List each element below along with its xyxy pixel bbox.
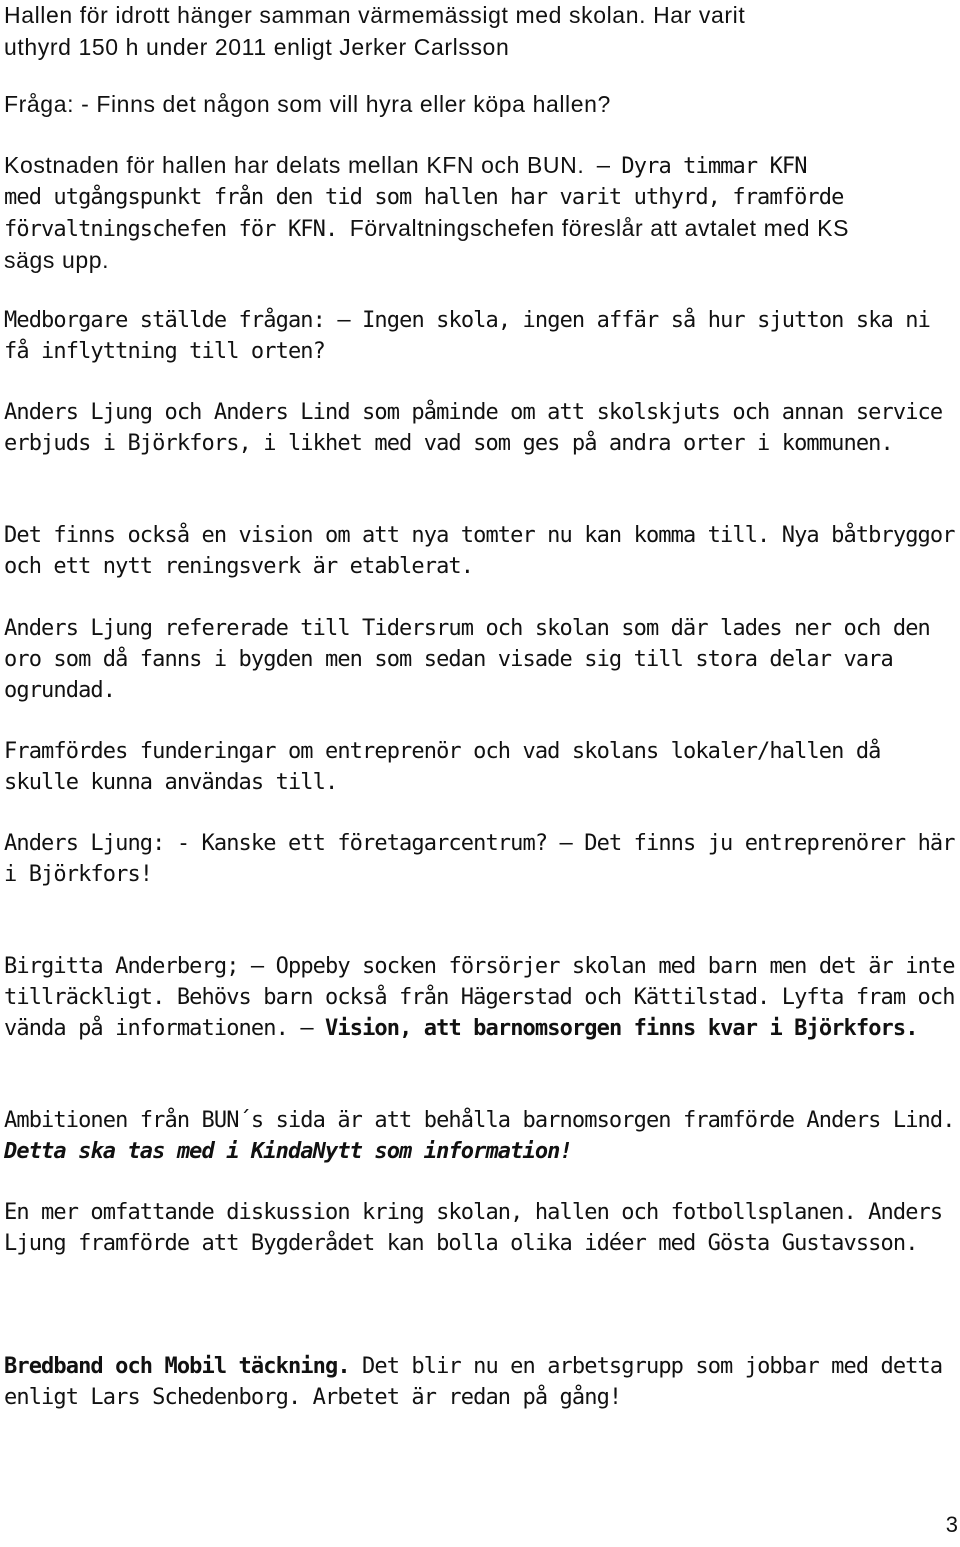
dash: –	[337, 308, 350, 333]
paragraph-foretagarcentrum	[4, 828, 956, 890]
text-segment: Det finns ju entreprenörer här i Björkfors!	[4, 831, 955, 887]
text-segment: få inflyttning till orten?	[4, 339, 325, 364]
text-segment: Kostnaden för hallen har delats mellan KFN och BUN.	[4, 152, 585, 178]
page-number: 3	[945, 1512, 958, 1537]
text-segment: Birgitta Anderberg;	[4, 954, 239, 979]
text-segment: Medborgare ställde frågan:	[4, 308, 325, 333]
paragraph-medborgare	[4, 305, 956, 367]
section-heading: Bredband och Mobil täckning.	[4, 1354, 350, 1379]
bold-italic-statement: Detta ska tas med i KindaNytt som information!	[4, 1139, 572, 1164]
text-segment: Det blir nu en arbetsgrupp som jobbar med detta enligt Lars Schedenborg. Arbetet är redan på gång!	[4, 1354, 943, 1410]
paragraph-fraga: Fråga: - Finns det någon som vill hyra eller köpa hallen?	[4, 91, 611, 117]
text-line: uthyrd 150 h under 2011 enligt Jerker Carlsson	[4, 34, 510, 60]
paragraph-ambitionen	[4, 1105, 956, 1167]
text-line: Hallen för idrott hänger samman värmemässigt med skolan. Har varit	[4, 2, 746, 28]
text-segment: Ingen skola, ingen affär så hur sjutton ska ni	[362, 308, 930, 333]
paragraph-kostnaden	[4, 150, 956, 277]
paragraph-tidersrum: Anders Ljung refererade till Tidersrum och skolan som där lades ner och den oro som då fanns i bygden men som sedan visade sig till stora delar vara ogrundad.	[4, 616, 930, 703]
paragraph-skolskjuts: Anders Ljung och Anders Lind som påminde om att skolskjuts och annan service erbjuds i Björkfors, i likhet med vad som ges på andra orter i kommunen.	[4, 400, 943, 456]
bold-statement: Vision, att barnomsorgen finns kvar i Björkfors.	[325, 1016, 918, 1041]
paragraph-entreprenor: Framfördes funderingar om entreprenör och vad skolans lokaler/hallen då skulle kunna användas till.	[4, 739, 881, 795]
paragraph-bredband	[4, 1351, 956, 1413]
text-segment: Anders Ljung: - Kanske ett företagarcentrum?	[4, 831, 548, 856]
text-segment: Dyra timmar KFN	[621, 154, 807, 179]
paragraph-hallen	[4, 0, 956, 64]
text-segment: med utgångspunkt från den tid som hallen har varit uthyrd, framförde	[4, 185, 844, 210]
text-segment: förvaltningschefen för KFN.	[4, 217, 338, 242]
paragraph-vision-tomter: Det finns också en vision om att nya tomter nu kan komma till. Nya båtbryggor och ett nytt reningsverk är etablerat.	[4, 523, 955, 579]
dash: –	[596, 154, 610, 179]
paragraph-anderberg	[4, 951, 956, 1044]
dash: –	[250, 954, 264, 979]
text-segment: Ambitionen från BUN´s sida är att behålla barnomsorgen framförde Anders Lind.	[4, 1108, 955, 1133]
dash: –	[300, 1016, 313, 1041]
paragraph-diskussion: En mer omfattande diskussion kring skolan, hallen och fotbollsplanen. Anders Ljung framförde att Bygderådet kan bolla olika idéer med Gösta Gustavsson.	[4, 1200, 943, 1256]
text-segment: sägs upp.	[4, 247, 110, 273]
dash: –	[559, 831, 572, 856]
text-segment: Förvaltningschefen föreslår att avtalet med KS	[349, 215, 850, 241]
text-segment: Oppeby socken försörjer skolan med barn men det är inte tillräckligt. Behövs barn också från Hägerstad och Kättilstad. Lyfta fram och vända på informationen.	[4, 954, 955, 1041]
